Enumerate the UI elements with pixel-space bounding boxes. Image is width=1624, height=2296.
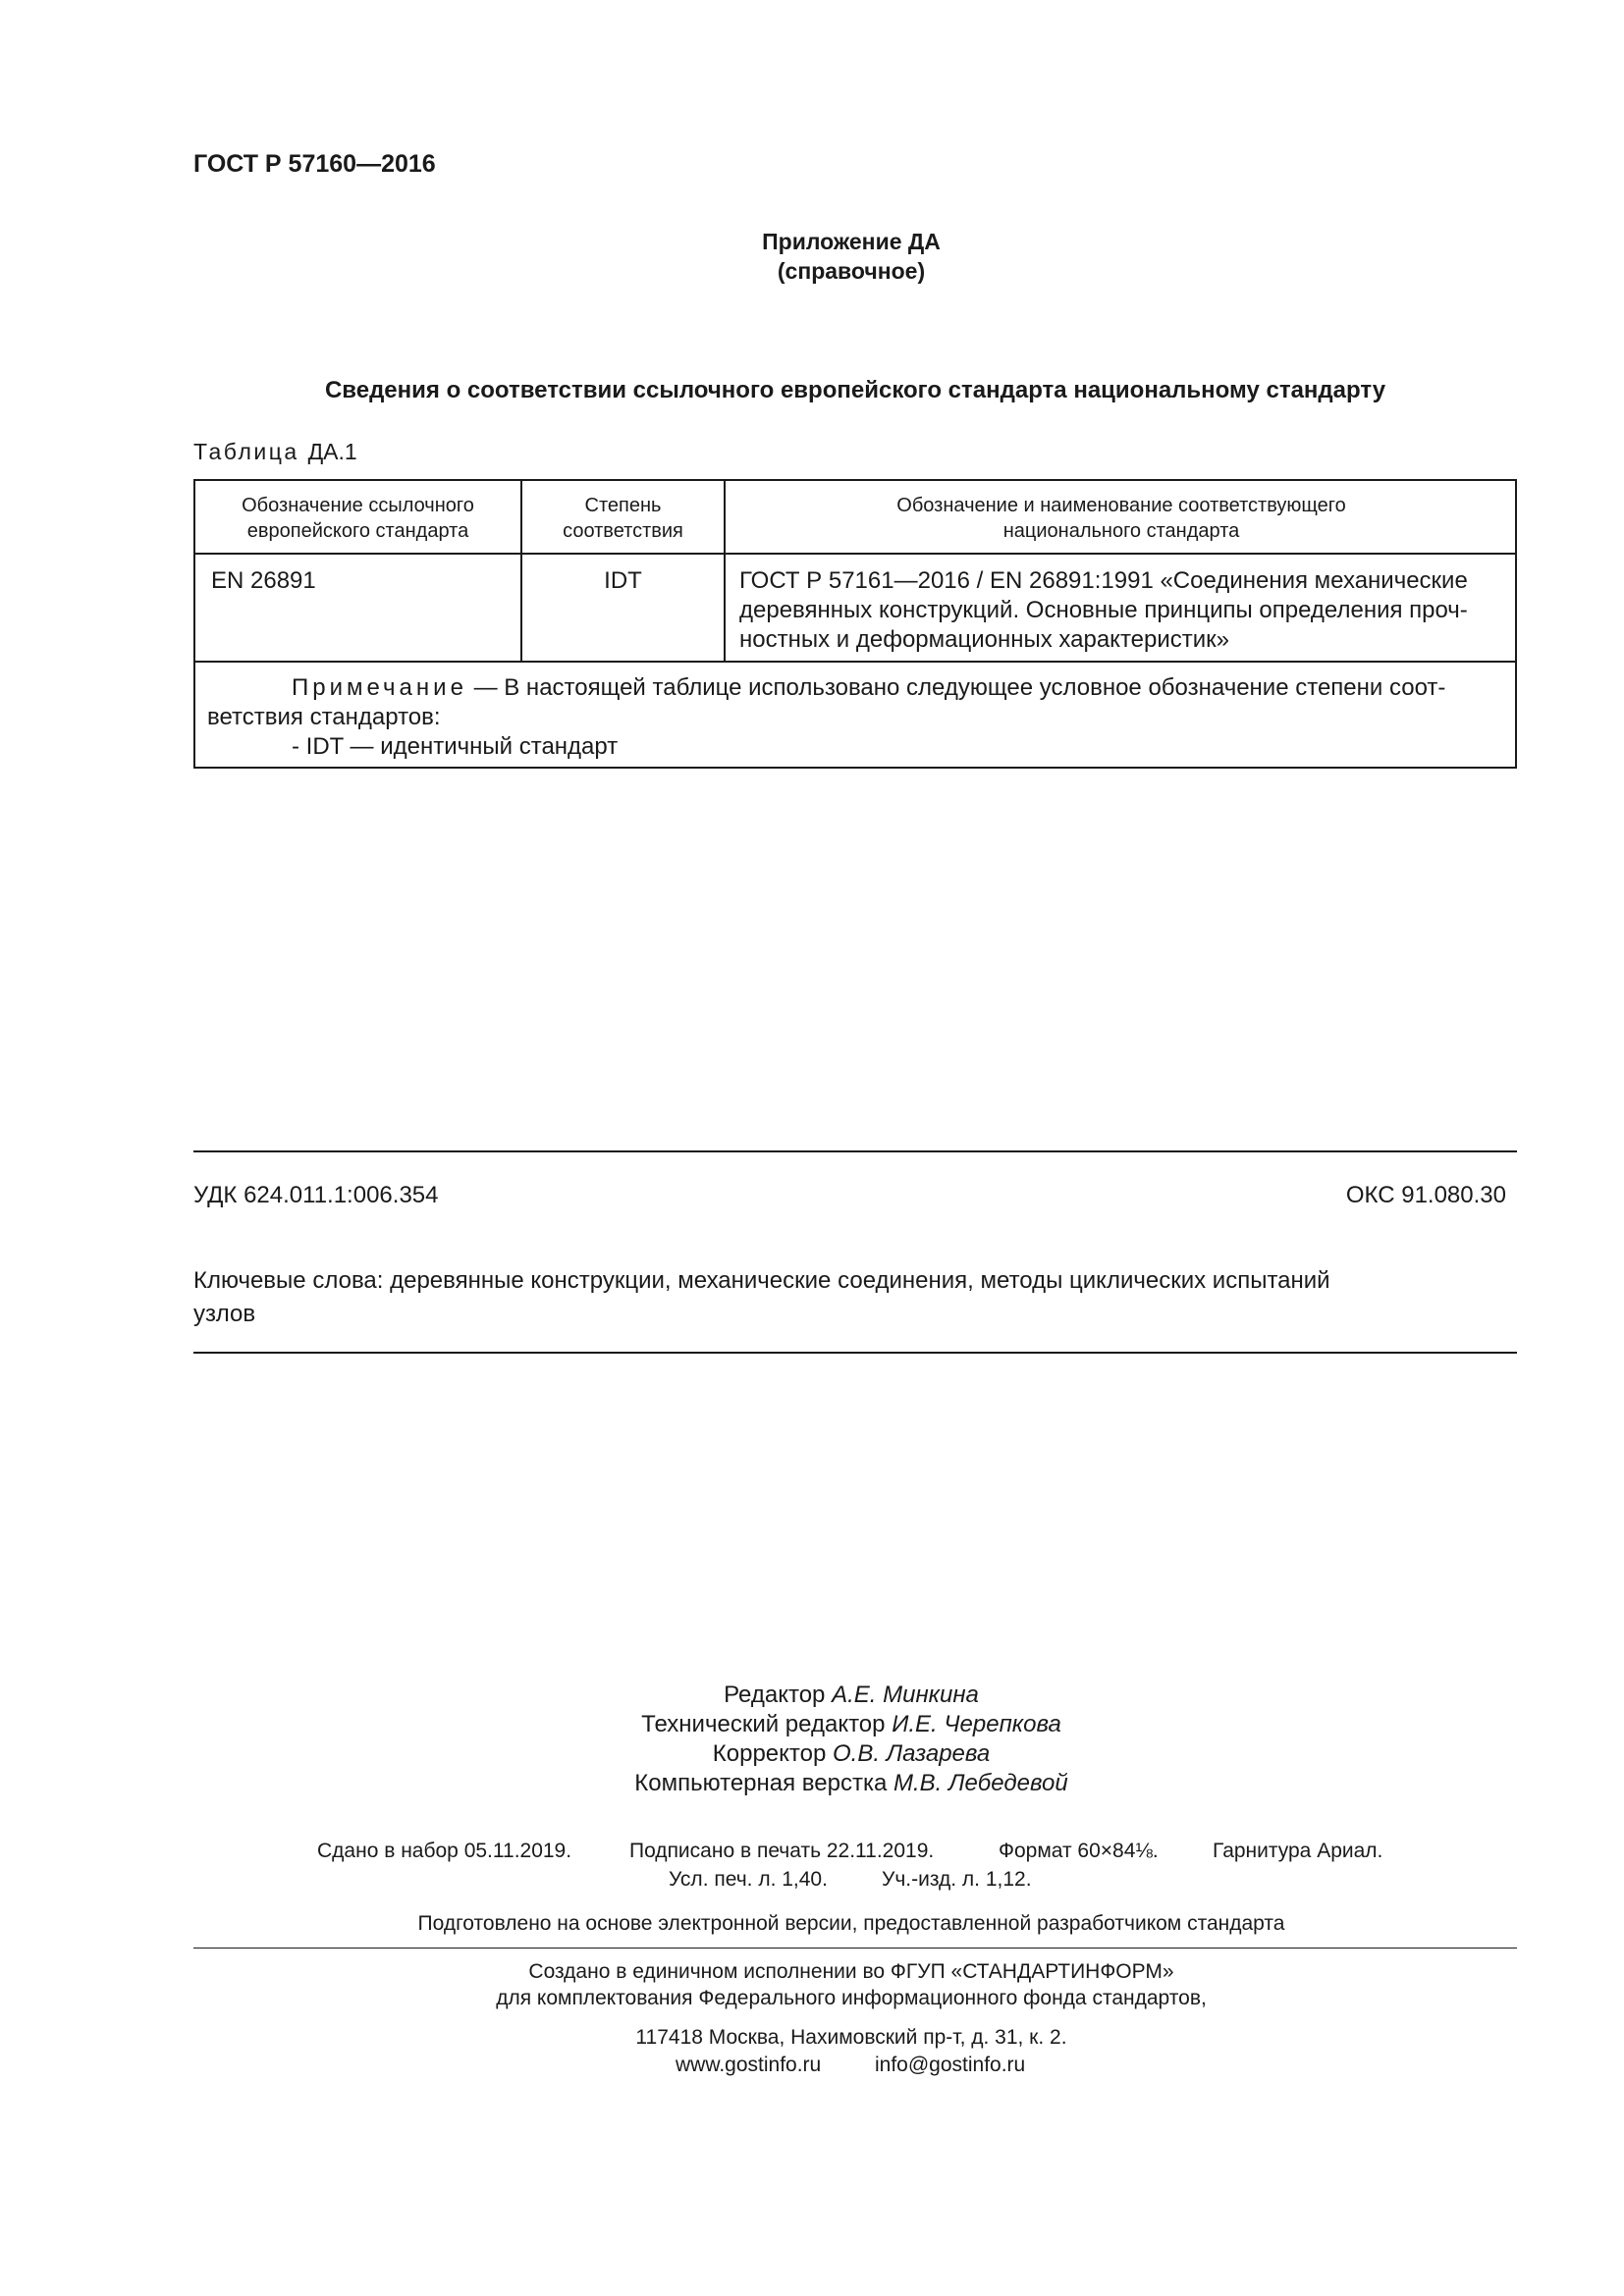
credit-proofreader: Корректор О.В. Лазарева (712, 1740, 991, 1767)
print-sent: Сдано в набор 05.11.2019. (317, 1840, 572, 1862)
header-reference-standard: Обозначение ссылочного европейского стандарта (242, 495, 474, 542)
table-label (193, 439, 357, 465)
table-label-number: ДА.1 (307, 439, 357, 464)
credit-layout: Компьютерная верстка М.В. Лебедевой (634, 1770, 1068, 1796)
print-sheets: Усл. печ. л. 1,40. (669, 1868, 828, 1891)
credit-tech-editor: Технический редактор И.Е. Черепкова (641, 1711, 1061, 1737)
print-font: Гарнитура Ариал. (1213, 1840, 1383, 1862)
divider-line (193, 1150, 1517, 1152)
created-line-2: для комплектования Федерального информационного фонда стандартов, (496, 1987, 1207, 2009)
annex-title: Приложение ДА (762, 229, 941, 254)
document-code: ГОСТ Р 57160—2016 (193, 150, 436, 178)
print-edition: Уч.-изд. л. 1,12. (882, 1868, 1032, 1891)
prepared-note: Подготовлено на основе электронной версии, предоставленной разработчиком стандарта (417, 1912, 1285, 1935)
correspondence-table (193, 479, 1517, 769)
header-correspondence-degree: Степень соответствия (563, 495, 683, 542)
annex-status: (справочное) (777, 258, 926, 284)
created-line-1: Создано в единичном исполнении во ФГУП «СТАНДАРТИНФОРМ» (528, 1960, 1174, 1983)
website-link[interactable]: www.gostinfo.ru (676, 2054, 822, 2076)
keywords: Ключевые слова: деревянные конструкции, механические соединения, методы циклических испытаний узлов (193, 1267, 1330, 1327)
table-cell-degree: IDT (604, 567, 642, 594)
table-label-word: Таблица (193, 439, 299, 464)
print-format: Формат 60×84⅛. (999, 1840, 1159, 1862)
annex-section-title: Сведения о соответствии ссылочного европейского стандарта национальному стандарту (324, 377, 1386, 403)
oks-code: ОКС 91.080.30 (1345, 1182, 1506, 1208)
credit-editor: Редактор А.Е. Минкина (724, 1682, 979, 1708)
table-note-divider (195, 661, 1515, 663)
header-national-standard: Обозначение и наименование соответствующего национального стандарта (896, 495, 1346, 542)
table-note: Примечание — В настоящей таблице использовано следующее условное обозначение степени соот- ветствия стандартов: - IDT — идентичный стандарт (207, 674, 1446, 760)
note-word: Примечание (292, 674, 467, 701)
udk-code: УДК 624.011.1:006.354 (193, 1182, 439, 1208)
table-cell-reference: EN 26891 (211, 567, 316, 594)
email-link[interactable]: info@gostinfo.ru (875, 2054, 1026, 2076)
divider-line (193, 1352, 1517, 1354)
table-cell-national: ГОСТ Р 57161—2016 / EN 26891:1991 «Соединения механические деревянных конструкций. Основные принципы определения проч- ностных и деформационных характеристик» (739, 567, 1468, 653)
annex-heading (0, 227, 1624, 286)
table-header-divider (195, 553, 1515, 555)
divider-line (193, 1948, 1517, 1949)
credits (0, 1681, 1624, 1798)
print-signed: Подписано в печать 22.11.2019. (629, 1840, 935, 1862)
publisher-address: 117418 Москва, Нахимовский пр-т, д. 31, к. 2. (635, 2026, 1067, 2049)
